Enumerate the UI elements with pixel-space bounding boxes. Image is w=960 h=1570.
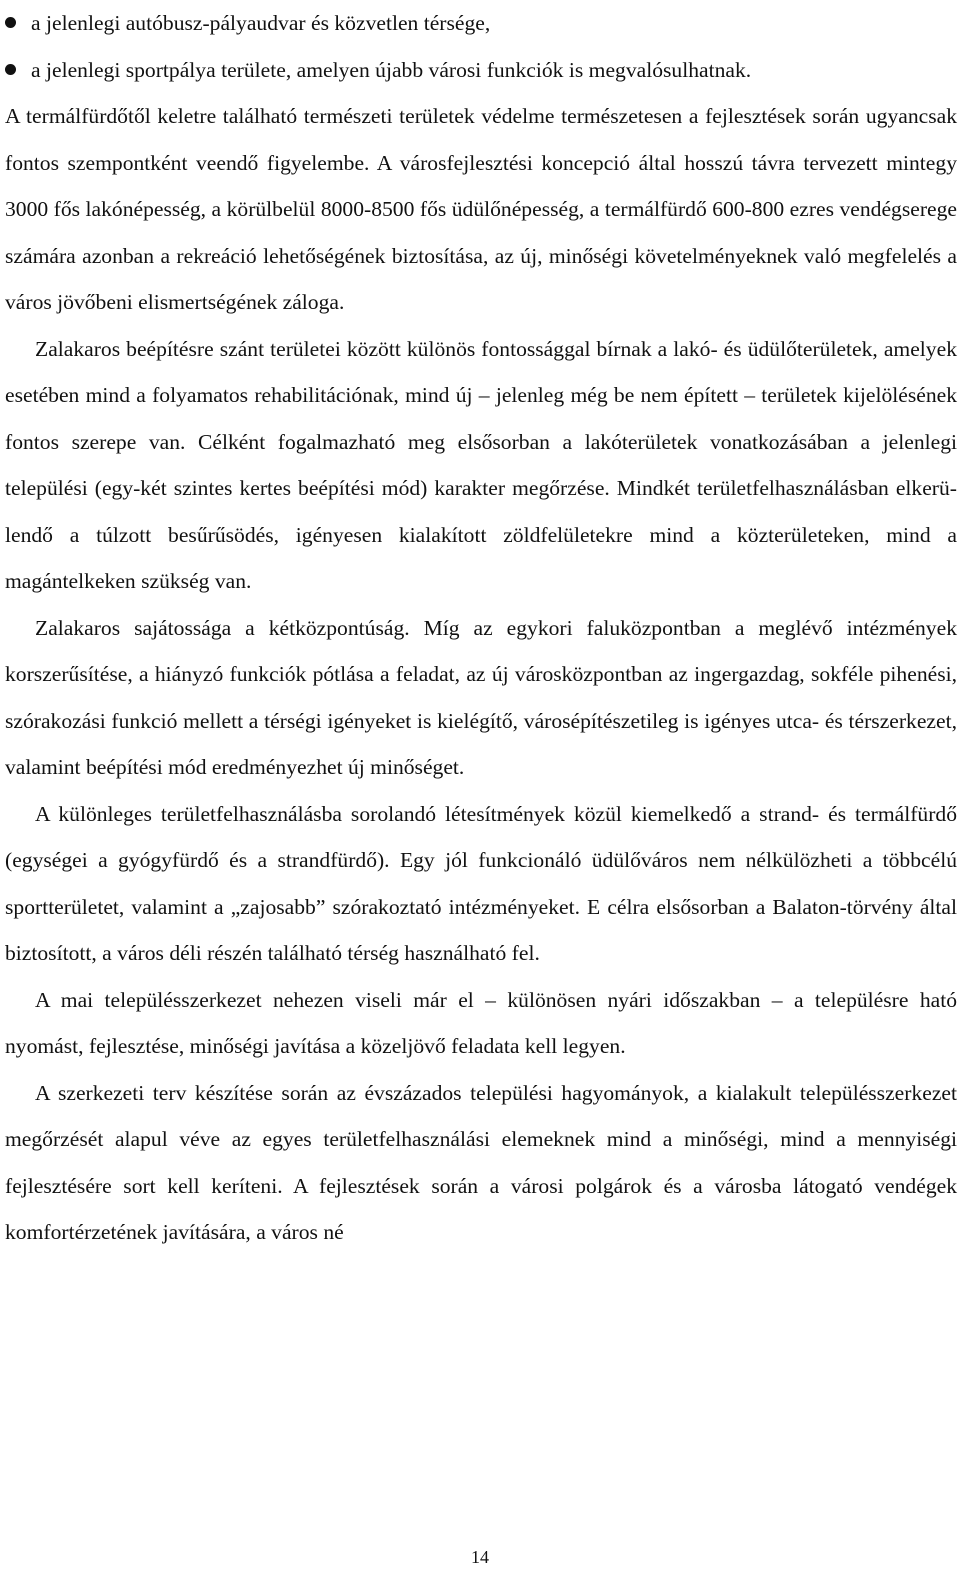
bullet-text: a jelenlegi autóbusz-pályaudvar és közvetlen térsége, [31,11,491,35]
paragraph: A szerkezeti terv készítése során az évszázados települési hagyományok, a kialakult településszerkezet megőrzését alapul véve az egyes területfelhasználási elemeknek mind a minőségi, mind a mennyiségi fejlesztésére sort kell keríteni. A fejlesztések során a városi polgárok és a városba látogató vendégek komfortérzetének javítására, a város né [5,1080,957,1244]
bullet-item [5,0,957,47]
bullet-text: a jelenlegi sportpálya területe, amelyen újabb városi funkciók is megvalósulhatnak. [31,57,752,82]
page-number: 14 [471,1547,489,1567]
bullet-item [5,47,957,94]
paragraph: Zalakaros sajátossága a kétközpontúság. Míg az egykori faluközpontban a meglévő intézmények korszerűsítése, a hiányzó funkciók pótlása a feladat, az új városközpontban az ingergazdag, sokféle pihenési, szórakozási funkció mellett a térségi igényeket is kielégítő, városépítészetileg is igényes utca- és térszerkezet, valamint beépítési mód eredményezhet új minőséget. [5,615,957,779]
paragraph: A mai településszerkezet nehezen viseli már el – különösen nyári időszakban – a településre ható nyomást, fejlesztése, minőségi javítása a közeljövő feladata kell legyen. [5,987,957,1058]
paragraph: Zalakaros beépítésre szánt területei között különös fontossággal bírnak a lakó- és üdülőterületek, amelyek esetében mind a folyamatos rehabilitációnak, mind új – jelenleg még be nem épített – területek kijelölésének fontos szerepe van. Célként fogalmazható meg elsősorban a lakóterületek vonatkozásában a jelenlegi települési (egy-két szintes kertes beépítési mód) karakter megőrzése. Mindkét területfelhasználásban elkerülendő a túlzott besűrűsödés, igényesen kialakított zöldfelületekre mind a közterületeken, mind a magántelkeken szükség van. [5,336,957,593]
document-body [5,0,957,1256]
paragraph: A különleges területfelhasználásba sorolandó létesítmények közül kiemelkedő a strand- és termálfürdő (egységei a gyógyfürdő és a strandfürdő). Egy jól funkcionáló üdülőváros nem nélkülözheti a többcélú sportterületet, valamint a „zajosabb” szórakoztató intézményeket. E célra elsősorban a Balaton-törvény által biztosított, a város déli részén található térség használható fel. [5,801,957,965]
bullet-list [5,0,957,93]
paragraph: A termálfürdőtől keletre található természeti területek védelme természetesen a fejlesztések során ugyancsak fontos szempontként veendő figyelembe. A városfejlesztési koncepció által hosszú távra tervezett mintegy 3000 fős lakónépesség, a körülbelül 8000-8500 fős üdülőnépesség, a termálfürdő 600-800 ezres vendégserege számára azonban a rekreáció lehetőségének biztosítása, az új, minőségi követelményeknek való megfelelés a város jövőbeni elismertségének záloga. [5,104,957,314]
bullet-dot-icon [5,64,16,75]
bullet-dot-icon [5,17,16,28]
